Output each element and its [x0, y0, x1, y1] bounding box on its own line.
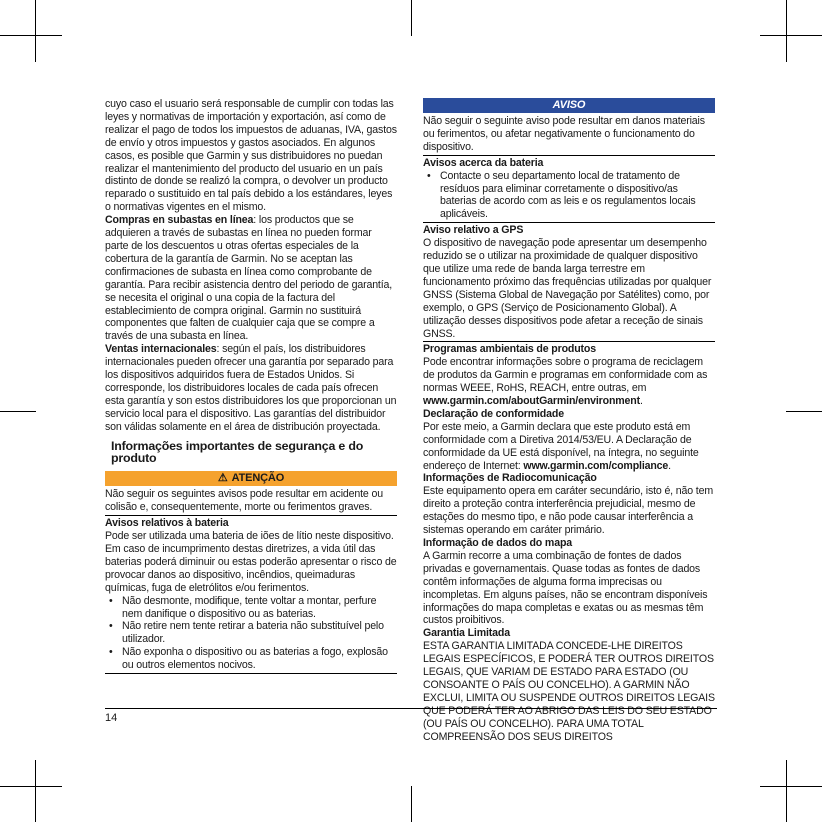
- international-paragraph: [105, 343, 397, 433]
- notice-banner: AVISO: [423, 98, 715, 113]
- radio-heading: Informações de Radiocomunicação: [423, 472, 597, 485]
- battery-text: Pode ser utilizada uma bateria de iões de lítio neste dispositivo. Em caso de incumprimento destas diretrizes, a vida útil das baterias poderá diminuir ou estas poderão apresentar o risco de provocar danos ao dispositivo, incêndios, queimaduras químicas, fuga de eletrólitos e/ou ferimentos.: [105, 530, 397, 594]
- left-column: [105, 98, 397, 675]
- conformity-paragraph: [423, 421, 715, 473]
- gps-heading: Aviso relativo a GPS: [423, 224, 524, 237]
- notice-text: Não seguir o seguinte aviso pode resultar em danos materiais ou ferimentos, ou afetar negativamente o funcionamento do dispositivo.: [423, 115, 705, 153]
- gps-text: O dispositivo de navegação pode apresentar um desempenho reduzido se o utilizar na proximidade de qualquer dispositivo que utilize uma rede de banda larga terrestre em funcionamento próximo das frequências utilizadas por qualquer GNSS (Sistema Global de Navegação por Satélites) como, por exemplo, o GPS (Serviço de Posicionamento Global). A utilização desses dispositivos pode afetar a receção de sinais GNSS.: [423, 237, 712, 340]
- compliance-link[interactable]: www.garmin.com/compliance: [523, 459, 669, 472]
- conformity-text: Por este meio, a Garmin declara que este produto está em conformidade com a Diretiva 2014/53/EU. A Declaração de conformidade da UE está disponível, na íntegra, no seguinte endereço de Internet:: [423, 420, 699, 472]
- map-text: A Garmin recorre a uma combinação de fontes de dados privadas e governamentais. Quase todas as fontes de dados contêm informações de alguma forma imprecisas ou incompletas. Em alguns países, não se encontram disponíveis informações do mapa completas e exatas ou as mesmas têm custos proibitivos.: [423, 549, 708, 627]
- battery-heading: Avisos relativos à bateria: [105, 517, 229, 530]
- divider: [105, 673, 397, 674]
- list-item: • Não exponha o dispositivo ou as baterias a fogo, explosão ou outros elementos nocivos.: [105, 646, 397, 672]
- map-heading: Informação de dados do mapa: [423, 537, 573, 549]
- right-column: [423, 98, 715, 744]
- environment-text: Pode encontrar informações sobre o programa de reciclagem de produtos da Garmin e programas em conformidade com as normas WEEE, RoHS, REACH, entre outras, em: [423, 356, 708, 395]
- warning-triangle-icon: ⚠: [217, 472, 228, 485]
- divider: [423, 155, 715, 156]
- attention-banner: [105, 471, 397, 486]
- warranty-text: ESTA GARANTIA LIMITADA CONCEDE-LHE DIREITOS LEGAIS ESPECÍFICOS, E PODERÁ TER OUTROS DIREITOS LEGAIS, QUE VARIAM DE ESTADO PARA ESTADO (OU CONSOANTE O PAÍS OU CONCELHO). A GARMIN NÃO EXCLUI, LIMITA OU SUSPENDE OUTROS DIREITOS LEGAIS QUE PODERÁ TER AO ABRIGO DAS LEIS DO SEU ESTADO (OU PAÍS OU CONCELHO). PARA UMA TOTAL COMPREENSÃO DOS SEUS DIREITOS: [423, 640, 715, 743]
- page-number: 14: [105, 712, 118, 724]
- battery-list: [105, 595, 397, 672]
- intro-paragraph: cuyo caso el usuario será responsable de cumplir con todas las leyes y normativas de importación y exportación, así como de realizar el pago de todos los impuestos de aduanas, IVA, gastos de envío y otros impuestos y gastos asociados. En algunos casos, es posible que Garmin y sus distribuidores no puedan realizar el mantenimiento del producto del usuario en un país distinto de donde se realizó la compra, o devolver un producto reparado o sustituido en tal país debido a los estándares, leyes o normativas vigentes en el mismo.: [105, 98, 397, 214]
- attention-text: Não seguir os seguintes avisos pode resultar em acidente ou colisão e, consequentemente, morte ou ferimentos graves.: [105, 488, 383, 514]
- auction-text: : los productos que se adquieren a través de subastas en línea no pueden formar parte de los descuentos u otras ofertas especiales de la cobertura de la garantía de Garmin. No se aceptan las confirmaciones de subasta en línea como comprobante de garantía. Para recibir asistencia dentro del periodo de garantía, se necesita el original o una copia de la factura del establecimiento de compra original. Garmin no sustituirá componentes que falten de cualquier caja que se compre a través de una subasta en línea.: [105, 214, 393, 343]
- battery-notice-list: [423, 170, 715, 222]
- warranty-heading: Garantia Limitada: [423, 627, 510, 640]
- list-item: • Contacte o seu departamento local de tratamento de resíduos para eliminar corretamente o dispositivo/as baterias de acordo com as leis e os regulamentos locais aplicáveis.: [423, 170, 715, 222]
- section-title: Informações importantes de segurança e do produto: [111, 438, 364, 466]
- divider: [423, 341, 715, 342]
- conformity-text-end: .: [668, 459, 671, 472]
- international-text: : según el país, los distribuidores internacionales pueden ofrecer una garantía por separado para los dispositivos adquiridos fuera de Estados Unidos. Si corresponde, los distribuidores locales de cada país ofrecen esta garantía y son estos distribuidores los que proporcionan un servicio local para el dispositivo. Las garantías del distribuidor son válidas solamente en el área de distribución proyectada.: [105, 343, 397, 433]
- auction-label: Compras en subastas en línea: [105, 214, 254, 227]
- list-item: • Não desmonte, modifique, tente voltar a montar, perfure nem danifique o dispositivo ou as baterias.: [105, 595, 397, 621]
- divider: [423, 222, 715, 223]
- footer-divider: [105, 708, 717, 709]
- battery-notice-heading: Avisos acerca da bateria: [423, 156, 544, 169]
- environment-link[interactable]: www.garmin.com/aboutGarmin/environment: [423, 395, 640, 408]
- environment-heading: Programas ambientais de produtos: [423, 343, 596, 356]
- divider: [105, 515, 397, 516]
- international-label: Ventas internacionales: [105, 343, 217, 356]
- attention-label: ATENÇÃO: [231, 472, 285, 485]
- list-item: • Não retire nem tente retirar a bateria não substituível pelo utilizador.: [105, 620, 397, 646]
- auction-paragraph: [105, 214, 397, 343]
- environment-text-end: .: [640, 395, 643, 408]
- radio-text: Este equipamento opera em caráter secundário, isto é, não tem direito a proteção contra interferência prejudicial, mesmo de estações do mesmo tipo, e não pode causar interferência a sistemas operando em caráter primário.: [423, 485, 713, 537]
- environment-paragraph: [423, 356, 715, 408]
- conformity-heading: Declaração de conformidade: [423, 407, 564, 420]
